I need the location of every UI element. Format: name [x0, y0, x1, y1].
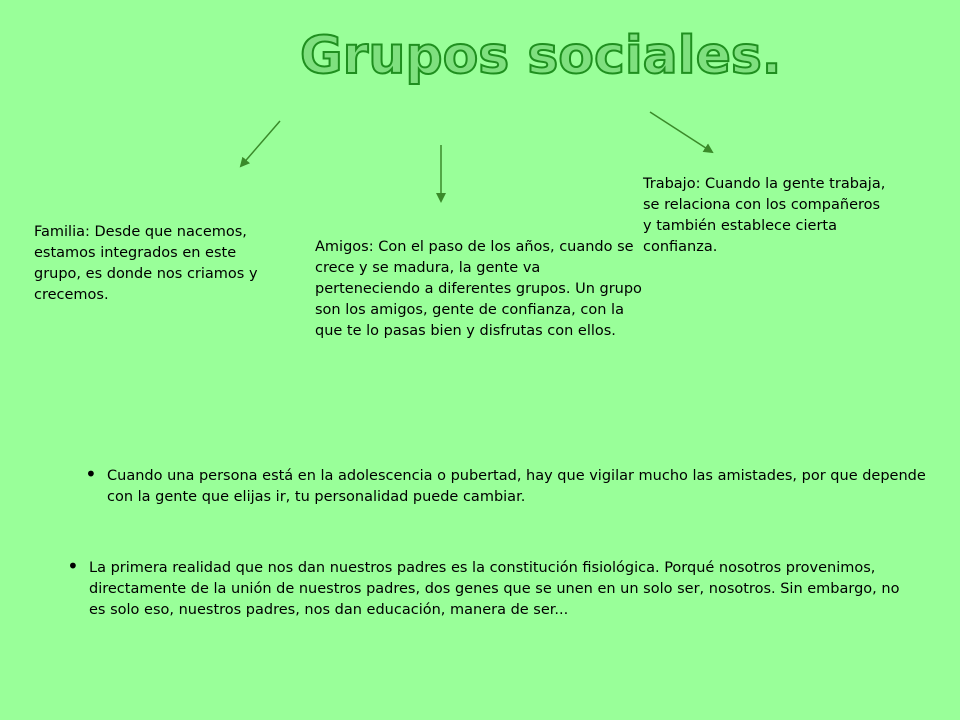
bullet-text: Cuando una persona está en la adolescencia o pubertad, hay que vigilar mucho las amistades, por que depende con la gente que elijas ir, tu personalidad puede cambiar.	[107, 468, 926, 505]
familia-text: Familia: Desde que nacemos, estamos integrados en este grupo, es donde nos criamos y crecemos.	[34, 224, 258, 303]
bullet-item-padres	[67, 554, 919, 621]
bullet-item-adolescencia	[85, 462, 937, 508]
bullet-text: La primera realidad que nos dan nuestros padres es la constitución fisiológica. Porqué nosotros provenimos, directamente de la unión de nuestros padres, dos genes que se unen en un solo ser, nosotros. Sin embargo, no es solo eso, nuestros padres, nos dan educación, manera de ser...	[89, 560, 900, 618]
slide-title: Grupos sociales.	[300, 26, 782, 86]
arrow-left	[241, 121, 280, 166]
bullet-icon: •	[67, 554, 79, 578]
bullet-icon: •	[85, 462, 97, 486]
amigos-text: Amigos: Con el paso de los años, cuando se crece y se madura, la gente va perteneciendo a diferentes grupos. Un grupo son los amigos, gente de confianza, con la que te lo pasas bien y disfrutas con ellos.	[315, 239, 642, 339]
trabajo-text: Trabajo: Cuando la gente trabaja, se relaciona con los compañeros y también establece cierta confianza.	[643, 176, 886, 255]
arrow-right	[650, 112, 712, 152]
